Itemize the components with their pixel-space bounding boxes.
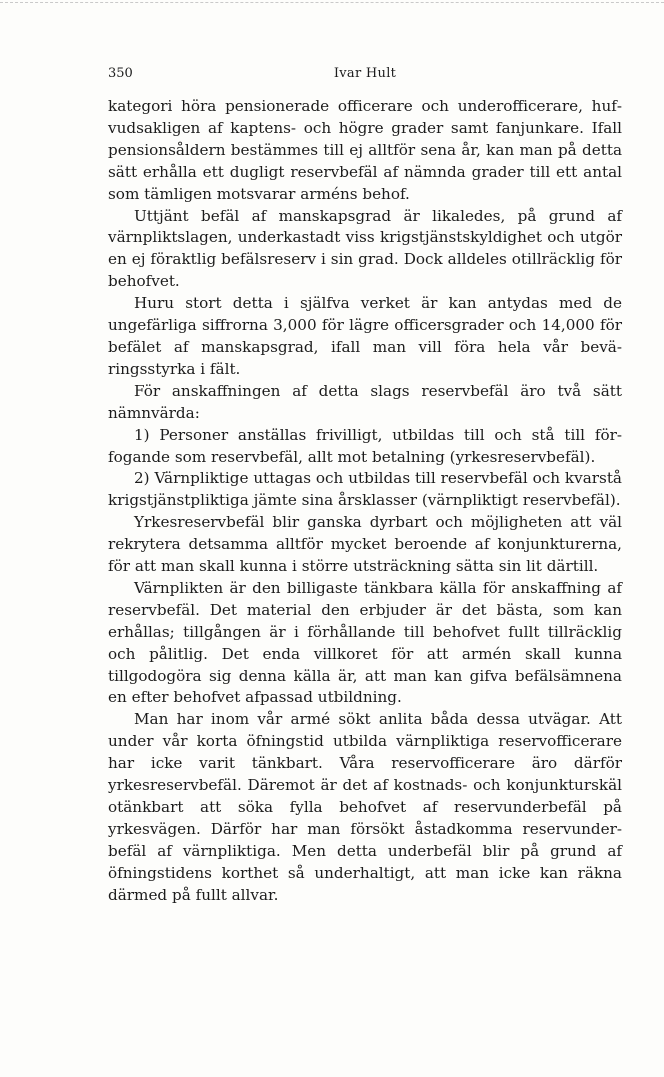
paragraph: Uttjänt befäl af manskapsgrad är likaledes, på grund af värnpliktslagen, underkastadt viss krigstjänstskyldighet och utgör en ej föraktlig befälsreserv i sin grad. Dock alldeles otillräcklig för behofvet. — [108, 206, 622, 291]
body-text — [108, 96, 622, 907]
paragraph: Man har inom vår armé sökt anlita båda dessa utvägar. Att under vår korta öfningstid utbilda värnpliktiga reservofficerare har icke varit tänkbart. Våra reservofficerare äro därför yrkesreservbefäl. Däremot är det af kostnads- och konjunkturskäl otänkbart att söka fylla behofvet af reservunderbefäl på yrkesvägen. Därför har man försökt åstadkomma reservunderbefäl af värnpliktiga. Men detta underbefäl blir på grund af öfningstidens korthet så underhaltigt, att man icke kan räkna därmed på fullt allvar. — [108, 710, 622, 904]
paragraph: För anskaffningen af detta slags reservbefäl äro två sätt nämnvärda: — [108, 381, 622, 422]
page-header — [108, 66, 622, 84]
list-item: 1) Personer anställas frivilligt, utbildas till och stå till förfogande som reservbefäl, allt mot betalning (yrkesreservbefäl). — [108, 425, 622, 466]
page-edge-rule — [0, 2, 664, 3]
running-head: Ivar Hult — [333, 66, 397, 81]
paragraph: Värnplikten är den billigaste tänkbara källa för anskaffning af reservbefäl. Det material den erbjuder är det bästa, som kan erhållas; tillgången är i förhållande till behofvet fullt tillräcklig och pålitlig. Det enda villkoret för att armén skall kunna tillgodogöra sig denna källa är, att man kan gifva befälsämnena en efter behofvet afpassad utbildning. — [108, 578, 622, 707]
list-item: 2) Värnpliktige uttagas och utbildas till reservbefäl och kvarstå krigstjänstpliktiga jämte sina årsklasser (värnpliktigt reservbefäl). — [108, 469, 622, 510]
page-number: 350 — [108, 66, 133, 81]
paragraph: Yrkesreservbefäl blir ganska dyrbart och möjligheten att väl rekrytera detsamma alltför mycket beroende af konjunkturerna, för att man skall kunna i större utsträckning sätta sin lit därtill. — [108, 513, 622, 576]
paragraph: kategori höra pensionerade officerare och underofficerare, hufvudsakligen af kaptens- och högre grader samt fanjunkare. Ifall pensionsåldern bestämmes till ej alltför sena år, kan man på detta sätt erhålla ett dugligt reservbefäl af nämnda grader till ett antal som tämligen motsvarar arméns behof. — [108, 97, 622, 203]
paragraph: Huru stort detta i själfva verket är kan antydas med de ungefärliga siffrorna 3,000 för lägre officersgrader och 14,000 för befälet af manskapsgrad, ifall man vill föra hela vår beväringsstyrka i fält. — [108, 294, 622, 378]
